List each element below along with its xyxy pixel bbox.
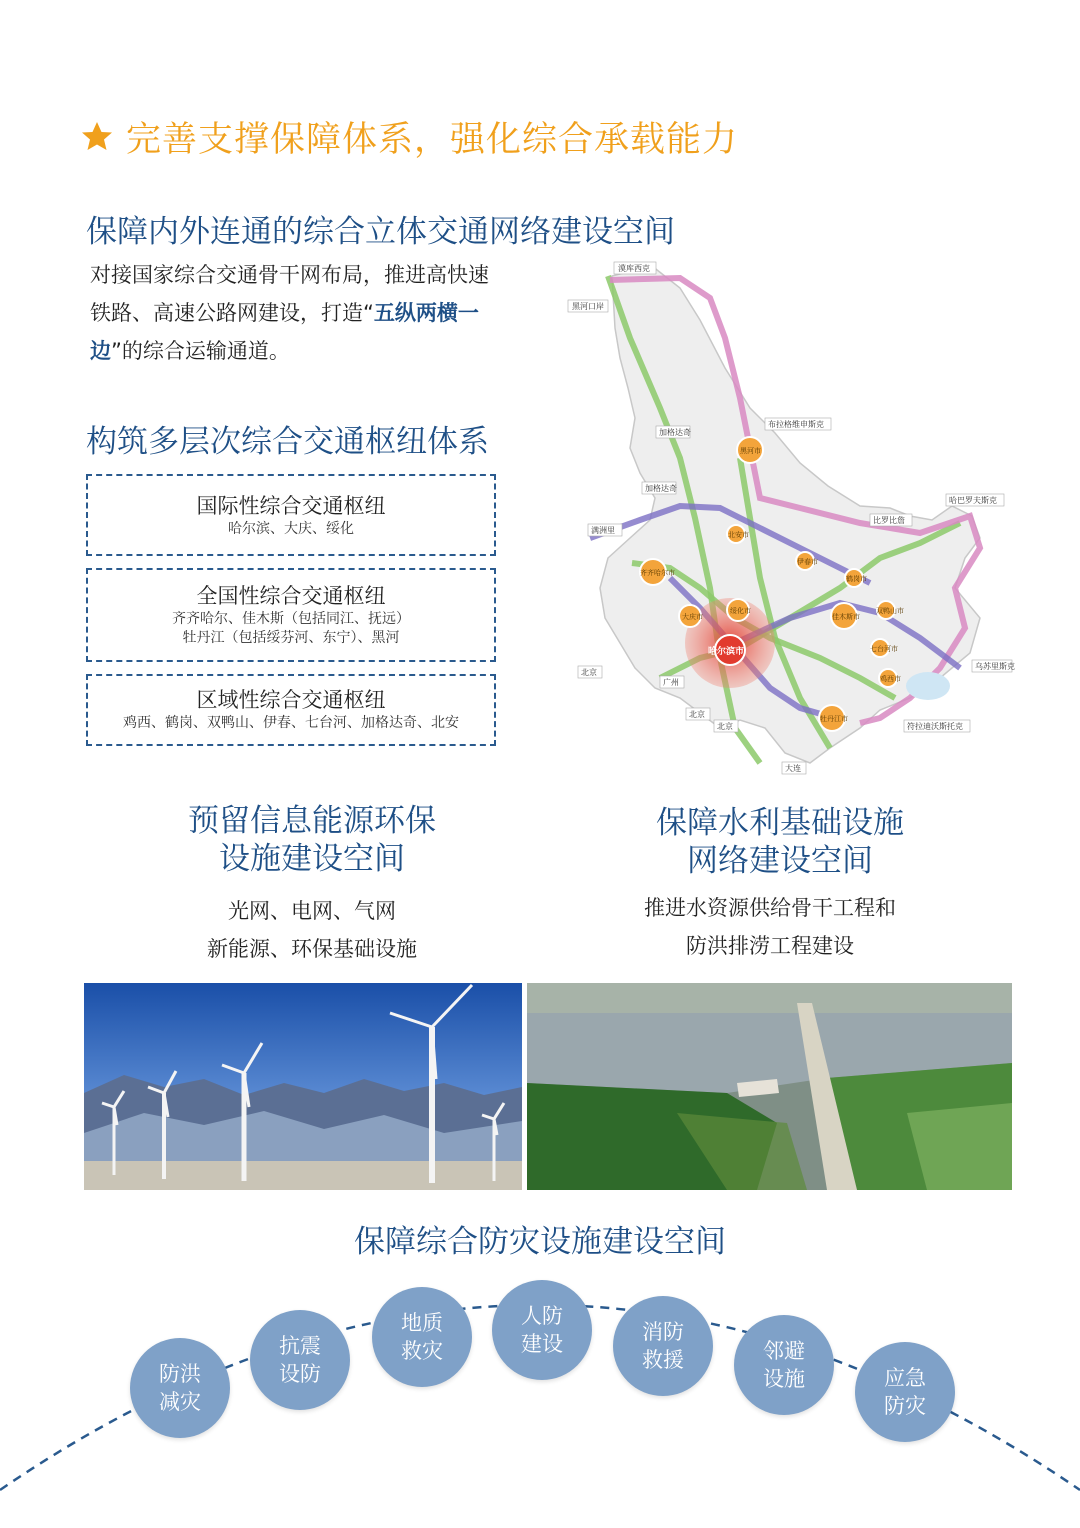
main-heading-text: 完善支撑保障体系，强化综合承载能力	[126, 120, 739, 160]
hub-box-title: 国际性综合交通枢纽	[196, 494, 386, 518]
map-city-label: 双鸭山市	[876, 607, 904, 615]
map-center-label: 哈尔滨市	[708, 647, 745, 657]
map-city-label: 伊春市	[797, 558, 818, 566]
bubble-fire-rescue: 消防 救援	[613, 1296, 713, 1396]
water-title: 保障水利基础设施 网络建设空间	[656, 805, 904, 879]
map-city-label: 佳木斯市	[832, 613, 860, 621]
wind-turbines-photo	[84, 983, 522, 1190]
bubble-civil-defense: 人防 建设	[492, 1280, 592, 1380]
bubble-flood-prevention: 防洪 减灾	[130, 1338, 230, 1438]
reservoir-dam-photo	[527, 983, 1012, 1190]
map-label: 布拉格维申斯克	[768, 420, 824, 429]
map-city-label: 齐齐哈尔市	[640, 569, 675, 577]
transport-description: 对接国家综合交通骨干网布局，推进高快速铁路、高速公路网建设，打造“五纵两横一边”的综合运输通道。	[90, 263, 489, 363]
star-icon	[80, 120, 114, 154]
map-label: 比罗比詹	[873, 516, 905, 525]
bubble-nimby-facilities: 邻避 设施	[734, 1315, 834, 1415]
transport-title: 保障内外连通的综合立体交通网络建设空间	[86, 214, 675, 250]
map-city-label: 牡丹江市	[820, 715, 848, 723]
map-city-label: 绥化市	[730, 607, 751, 615]
hub-box-title: 区域性综合交通枢纽	[196, 688, 386, 712]
map-label: 北京	[581, 668, 597, 677]
hub-box-cities: 齐齐哈尔、佳木斯（包括同江、抚远）	[172, 611, 410, 627]
hub-box-cities: 哈尔滨、大庆、绥化	[228, 521, 354, 537]
map-label: 乌苏里斯克	[975, 662, 1015, 671]
five-vertical-two-horizontal: 五纵两横一边	[90, 301, 479, 363]
map-label: 加格达奇	[645, 484, 677, 493]
hub-box-regional	[86, 674, 496, 746]
water-text: 推进水资源供给骨干工程和 防洪排涝工程建设	[644, 896, 896, 958]
hub-box-national	[86, 568, 496, 662]
map-city-label: 大庆市	[682, 613, 703, 621]
bubble-earthquake: 抗震 设防	[250, 1310, 350, 1410]
hub-box-international	[86, 474, 496, 556]
hub-box-cities: 牡丹江（包括绥芬河、东宁）、黑河	[182, 630, 400, 646]
map-label: 哈巴罗夫斯克	[949, 496, 997, 505]
info-energy-text: 光网、电网、气网 新能源、环保基础设施	[207, 899, 417, 961]
hub-box-title: 全国性综合交通枢纽	[196, 584, 386, 608]
map-city-label: 黑河市	[740, 447, 761, 455]
map-city-label: 鸡西市	[880, 675, 901, 683]
map-label: 漠库西克	[618, 264, 650, 273]
map-city-label: 北安市	[728, 531, 749, 539]
bubble-emergency: 应急 防灾	[855, 1342, 955, 1442]
hubs-title: 构筑多层次综合交通枢纽体系	[86, 424, 489, 460]
main-heading	[80, 112, 738, 162]
map-label: 大连	[785, 764, 801, 773]
map-label: 北京	[717, 722, 733, 731]
disaster-title: 保障综合防灾设施建设空间	[354, 1224, 726, 1260]
map-label: 广州	[663, 678, 679, 687]
map-city-label: 七台河市	[870, 645, 898, 653]
map-city-label: 鹤岗市	[846, 575, 867, 583]
map-label: 符拉迪沃斯托克	[907, 722, 963, 731]
map-label: 黑河口岸	[572, 302, 604, 311]
transport-network-map	[560, 258, 1020, 778]
map-label: 加格达奇	[659, 428, 691, 437]
info-energy-title: 预留信息能源环保 设施建设空间	[188, 803, 436, 877]
map-label: 满洲里	[591, 526, 615, 535]
bubble-geology: 地质 救灾	[372, 1287, 472, 1387]
map-label: 北京	[689, 710, 705, 719]
hub-box-cities: 鸡西、鹤岗、双鸭山、伊春、七台河、加格达奇、北安	[123, 715, 459, 731]
